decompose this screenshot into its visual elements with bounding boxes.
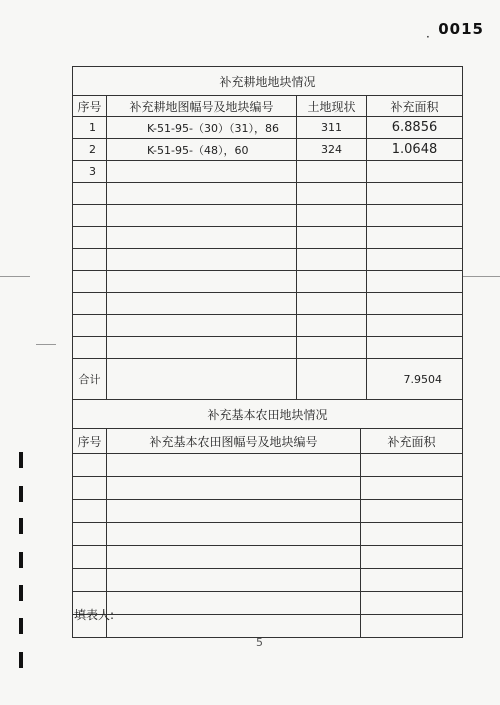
row-land-status bbox=[297, 161, 367, 183]
total-blank bbox=[107, 359, 297, 400]
row-land-status bbox=[297, 337, 367, 359]
row-parcel-code bbox=[107, 227, 297, 249]
row-added-area bbox=[367, 315, 463, 337]
table-row bbox=[73, 523, 463, 546]
basic-farmland-table bbox=[72, 399, 463, 638]
row-parcel-code: K-51-95-（48），60 bbox=[107, 139, 297, 161]
row-parcel-code bbox=[107, 546, 361, 569]
row-parcel-code bbox=[107, 615, 361, 638]
table-row bbox=[73, 205, 463, 227]
header-serial: 序号 bbox=[73, 96, 107, 117]
row-added-area bbox=[367, 227, 463, 249]
cultivated-section-title: 补充耕地地块情况 bbox=[73, 67, 463, 96]
table-row bbox=[73, 183, 463, 205]
table-row bbox=[73, 337, 463, 359]
row-added-area bbox=[367, 337, 463, 359]
row-parcel-code bbox=[107, 523, 361, 546]
total-label: 合计 bbox=[73, 359, 107, 400]
row-serial bbox=[73, 315, 107, 337]
row-parcel-code bbox=[107, 592, 361, 615]
table-row bbox=[73, 500, 463, 523]
row-land-status bbox=[297, 271, 367, 293]
row-added-area bbox=[361, 477, 463, 500]
scan-mark bbox=[36, 344, 56, 345]
row-added-area bbox=[361, 500, 463, 523]
row-parcel-code bbox=[107, 271, 297, 293]
row-parcel-code bbox=[107, 337, 297, 359]
total-area: 7.9504 bbox=[367, 359, 463, 400]
row-serial bbox=[73, 569, 107, 592]
form-sheet bbox=[72, 66, 462, 638]
scan-mark bbox=[0, 276, 30, 277]
filler-label: 填表人: bbox=[74, 608, 115, 622]
binding-mark bbox=[19, 486, 23, 502]
row-parcel-code bbox=[107, 477, 361, 500]
table-row bbox=[73, 615, 463, 638]
row-parcel-code bbox=[107, 205, 297, 227]
row-land-status: 311 bbox=[297, 117, 367, 139]
row-serial bbox=[73, 293, 107, 315]
table-row bbox=[73, 477, 463, 500]
row-land-status bbox=[297, 293, 367, 315]
row-added-area bbox=[367, 205, 463, 227]
binding-mark bbox=[19, 652, 23, 668]
header-added-area: 补充面积 bbox=[367, 96, 463, 117]
row-parcel-code bbox=[107, 293, 297, 315]
row-parcel-code bbox=[107, 454, 361, 477]
table-row bbox=[73, 227, 463, 249]
row-parcel-code bbox=[107, 183, 297, 205]
row-parcel-code bbox=[107, 161, 297, 183]
row-serial bbox=[73, 546, 107, 569]
row-added-area bbox=[361, 569, 463, 592]
binding-mark bbox=[19, 552, 23, 568]
scan-mark bbox=[462, 276, 500, 277]
binding-mark bbox=[19, 618, 23, 634]
row-serial bbox=[73, 477, 107, 500]
row-parcel-code bbox=[107, 315, 297, 337]
header-land-status: 土地现状 bbox=[297, 96, 367, 117]
farmland-section-title: 补充基本农田地块情况 bbox=[73, 400, 463, 429]
table-row bbox=[73, 249, 463, 271]
row-serial bbox=[73, 271, 107, 293]
row-land-status bbox=[297, 249, 367, 271]
row-added-area bbox=[367, 271, 463, 293]
row-serial bbox=[73, 523, 107, 546]
row-parcel-code bbox=[107, 500, 361, 523]
document-stamp: 0015 bbox=[438, 20, 484, 38]
row-added-area bbox=[361, 454, 463, 477]
row-land-status bbox=[297, 205, 367, 227]
row-parcel-code bbox=[107, 249, 297, 271]
table-row bbox=[73, 569, 463, 592]
row-parcel-code bbox=[107, 569, 361, 592]
row-land-status bbox=[297, 315, 367, 337]
row-serial bbox=[73, 337, 107, 359]
row-serial bbox=[73, 500, 107, 523]
farm-header-parcel-code: 补充基本农田图幅号及地块编号 bbox=[107, 429, 361, 454]
row-land-status bbox=[297, 183, 367, 205]
row-added-area bbox=[361, 523, 463, 546]
binding-mark bbox=[19, 452, 23, 468]
row-added-area bbox=[367, 249, 463, 271]
row-serial bbox=[73, 227, 107, 249]
row-serial: 2 bbox=[73, 139, 107, 161]
row-added-area: 6.8856 bbox=[367, 117, 463, 139]
row-added-area bbox=[361, 546, 463, 569]
row-serial bbox=[73, 454, 107, 477]
row-serial bbox=[73, 249, 107, 271]
row-added-area bbox=[361, 592, 463, 615]
header-parcel-code: 补充耕地图幅号及地块编号 bbox=[107, 96, 297, 117]
row-serial: 1 bbox=[73, 117, 107, 139]
row-added-area bbox=[367, 183, 463, 205]
table-row bbox=[73, 139, 463, 161]
cultivated-land-table bbox=[72, 66, 463, 400]
table-row bbox=[73, 592, 463, 615]
row-serial bbox=[73, 205, 107, 227]
table-row bbox=[73, 161, 463, 183]
table-row bbox=[73, 271, 463, 293]
table-row bbox=[73, 117, 463, 139]
row-added-area: 1.0648 bbox=[367, 139, 463, 161]
row-land-status bbox=[297, 227, 367, 249]
farm-header-added-area: 补充面积 bbox=[361, 429, 463, 454]
table-row bbox=[73, 293, 463, 315]
binding-mark bbox=[19, 585, 23, 601]
row-added-area bbox=[367, 161, 463, 183]
row-added-area bbox=[361, 615, 463, 638]
farm-header-serial: 序号 bbox=[73, 429, 107, 454]
total-blank bbox=[297, 359, 367, 400]
row-serial bbox=[73, 183, 107, 205]
page-number: 5 bbox=[256, 636, 263, 649]
row-parcel-code: K-51-95-（30）（31），86 bbox=[107, 117, 297, 139]
binding-mark bbox=[19, 518, 23, 534]
table-row bbox=[73, 454, 463, 477]
table-row bbox=[73, 546, 463, 569]
row-serial: 3 bbox=[73, 161, 107, 183]
table-row bbox=[73, 315, 463, 337]
row-added-area bbox=[367, 293, 463, 315]
tick-mark: · bbox=[426, 30, 430, 44]
row-land-status: 324 bbox=[297, 139, 367, 161]
